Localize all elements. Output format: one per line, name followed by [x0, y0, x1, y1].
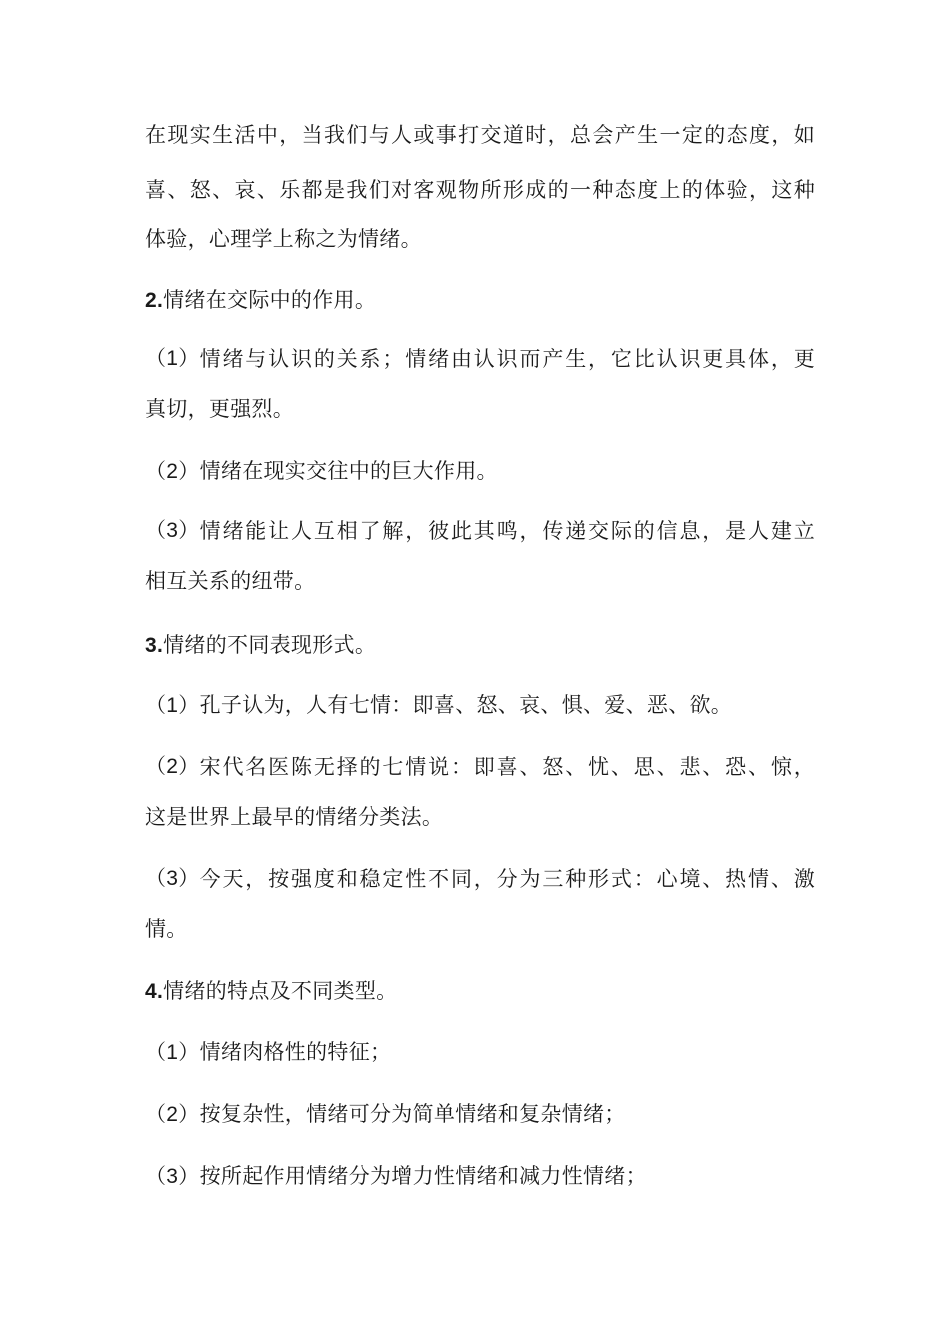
section-2-item-1-text: 情绪与认识的关系；情绪由认识而产生，它比认识更具体，更: [199, 347, 815, 371]
section-3-item-1: [145, 690, 815, 721]
section-2-item-1-line-2: 真切，更强烈。: [145, 397, 295, 421]
intro-line-3: 体验，心理学上称之为情绪。: [145, 227, 422, 251]
section-3-item-1-text: 孔子认为，人有七情：即喜、怒、哀、惧、爱、恶、欲。: [199, 693, 733, 717]
section-4-item-1-text: 情绪肉格性的特征；: [199, 1040, 392, 1064]
section-2-item-3-number: （3）: [145, 519, 200, 542]
section-4-number: 4.: [145, 980, 164, 1003]
section-4-item-3-text: 按所起作用情绪分为增力性情绪和减力性情绪；: [199, 1164, 647, 1188]
section-2-item-2: [145, 456, 815, 487]
intro-line-1: 在现实生活中，当我们与人或事打交道时，总会产生一定的态度，如: [145, 123, 815, 147]
section-3-item-2-line-2: 这是世界上最早的情绪分类法。: [145, 805, 444, 829]
section-2-item-3-line-1: [145, 516, 815, 546]
section-4-item-1-number: （1）: [145, 1041, 200, 1064]
section-2-item-1-number: （1）: [145, 347, 200, 370]
section-3-item-1-number: （1）: [145, 694, 200, 717]
section-4-item-2: [145, 1099, 815, 1130]
section-3-item-2-line-1: [145, 752, 815, 782]
section-4-item-3: [145, 1161, 815, 1192]
section-2-item-2-text: 情绪在现实交往中的巨大作用。: [199, 459, 498, 483]
intro-line-2: 喜、怒、哀、乐都是我们对客观物所形成的一种态度上的体验，这种: [145, 178, 815, 202]
section-3-item-3-text: 今天，按强度和稳定性不同，分为三种形式：心境、热情、激: [199, 867, 815, 891]
section-4-item-2-text: 按复杂性，情绪可分为简单情绪和复杂情绪；: [199, 1102, 626, 1126]
section-3-item-3-line-1: [145, 864, 815, 894]
section-3-number: 3.: [145, 634, 164, 657]
section-2-item-2-number: （2）: [145, 460, 200, 483]
section-2-item-3-text: 情绪能让人互相了解，彼此其鸣，传递交际的信息，是人建立: [199, 519, 815, 543]
section-2-item-1-line-1: [145, 344, 815, 374]
section-4-item-1: [145, 1037, 815, 1068]
section-4-heading: [145, 976, 815, 1007]
section-2-item-3-line-2: 相互关系的纽带。: [145, 569, 316, 593]
section-3-heading: [145, 630, 815, 661]
section-3-title: 情绪的不同表现形式。: [163, 633, 377, 657]
section-2-title: 情绪在交际中的作用。: [163, 288, 377, 312]
section-3-item-3-number: （3）: [145, 867, 200, 890]
section-3-item-3-line-2: 情。: [145, 917, 188, 941]
section-3-item-2-text: 宋代名医陈无择的七情说：即喜、怒、忧、思、悲、恐、惊，: [199, 755, 815, 779]
section-2-heading: [145, 285, 815, 316]
section-2-number: 2.: [145, 289, 164, 312]
section-3-item-2-number: （2）: [145, 755, 200, 778]
section-4-title: 情绪的特点及不同类型。: [163, 979, 398, 1003]
section-4-item-3-number: （3）: [145, 1165, 200, 1188]
section-4-item-2-number: （2）: [145, 1103, 200, 1126]
